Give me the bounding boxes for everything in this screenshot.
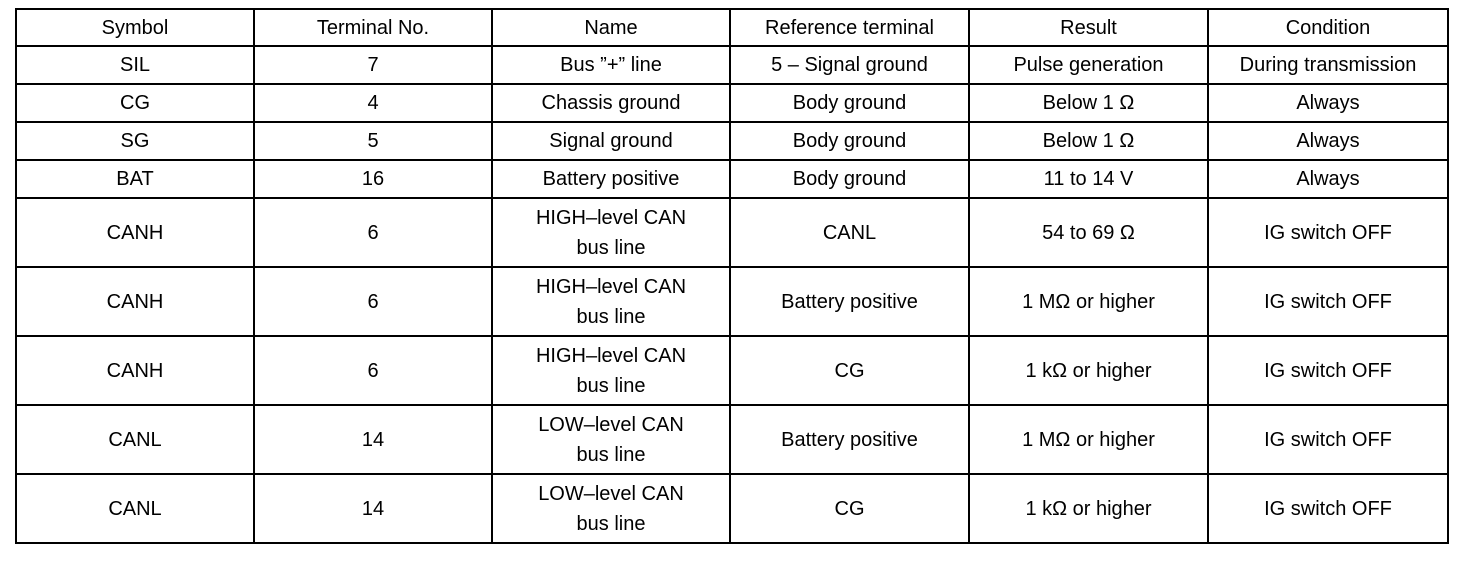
table-row — [16, 46, 1448, 84]
name-line: Bus ”+” line — [560, 54, 662, 76]
cell-reference-terminal: CG — [730, 474, 969, 543]
cell-result: 1 kΩ or higher — [969, 336, 1208, 405]
name-line: Battery positive — [542, 168, 680, 190]
header-reference-terminal: Reference terminal — [730, 9, 969, 46]
cell-condition: IG switch OFF — [1208, 474, 1448, 543]
cell-reference-terminal: Body ground — [730, 84, 969, 122]
cell-result: 1 MΩ or higher — [969, 405, 1208, 474]
cell-result: Below 1 Ω — [969, 84, 1208, 122]
cell-name — [492, 84, 730, 122]
cell-condition: Always — [1208, 160, 1448, 198]
cell-result: Below 1 Ω — [969, 122, 1208, 160]
cell-symbol: CANH — [16, 336, 254, 405]
cell-name — [492, 122, 730, 160]
cell-terminal-no: 5 — [254, 122, 492, 160]
cell-reference-terminal: CG — [730, 336, 969, 405]
header-terminal-no: Terminal No. — [254, 9, 492, 46]
name-line: bus line — [576, 374, 646, 397]
cell-name — [492, 46, 730, 84]
table-row — [16, 198, 1448, 267]
cell-terminal-no: 7 — [254, 46, 492, 84]
cell-name — [492, 198, 730, 267]
cell-symbol: CANL — [16, 405, 254, 474]
table-row — [16, 474, 1448, 543]
cell-condition: During transmission — [1208, 46, 1448, 84]
name-line: bus line — [576, 512, 646, 535]
name-line: HIGH–level CAN — [535, 344, 687, 367]
name-line: Signal ground — [549, 130, 673, 152]
table-row — [16, 405, 1448, 474]
name-line: Chassis ground — [541, 92, 681, 114]
cell-reference-terminal: Battery positive — [730, 405, 969, 474]
cell-name — [492, 267, 730, 336]
cell-symbol: SG — [16, 122, 254, 160]
header-symbol: Symbol — [16, 9, 254, 46]
table-row — [16, 84, 1448, 122]
cell-terminal-no: 4 — [254, 84, 492, 122]
name-line: LOW–level CAN — [538, 482, 684, 505]
table-row — [16, 267, 1448, 336]
cell-result: Pulse generation — [969, 46, 1208, 84]
name-line: HIGH–level CAN — [535, 206, 687, 229]
cell-name — [492, 160, 730, 198]
cell-symbol: CANH — [16, 198, 254, 267]
cell-symbol: BAT — [16, 160, 254, 198]
cell-condition: IG switch OFF — [1208, 198, 1448, 267]
header-row — [16, 9, 1448, 46]
cell-reference-terminal: Battery positive — [730, 267, 969, 336]
cell-name — [492, 405, 730, 474]
cell-terminal-no: 6 — [254, 267, 492, 336]
cell-reference-terminal: CANL — [730, 198, 969, 267]
cell-terminal-no: 6 — [254, 336, 492, 405]
cell-terminal-no: 16 — [254, 160, 492, 198]
cell-symbol: CANH — [16, 267, 254, 336]
terminal-spec-table — [15, 8, 1449, 544]
cell-symbol: CANL — [16, 474, 254, 543]
cell-condition: IG switch OFF — [1208, 405, 1448, 474]
name-line: bus line — [576, 305, 646, 328]
cell-result: 11 to 14 V — [969, 160, 1208, 198]
header-name: Name — [492, 9, 730, 46]
cell-reference-terminal: Body ground — [730, 122, 969, 160]
cell-name — [492, 474, 730, 543]
table-row — [16, 122, 1448, 160]
cell-terminal-no: 6 — [254, 198, 492, 267]
name-line: HIGH–level CAN — [535, 275, 687, 298]
cell-reference-terminal: 5 – Signal ground — [730, 46, 969, 84]
name-line: bus line — [576, 443, 646, 466]
cell-result: 1 kΩ or higher — [969, 474, 1208, 543]
name-line: LOW–level CAN — [538, 413, 684, 436]
table-row — [16, 336, 1448, 405]
cell-result: 1 MΩ or higher — [969, 267, 1208, 336]
cell-terminal-no: 14 — [254, 405, 492, 474]
cell-result: 54 to 69 Ω — [969, 198, 1208, 267]
cell-symbol: SIL — [16, 46, 254, 84]
table-row — [16, 160, 1448, 198]
cell-symbol: CG — [16, 84, 254, 122]
cell-name — [492, 336, 730, 405]
name-line: bus line — [576, 236, 646, 259]
cell-condition: IG switch OFF — [1208, 336, 1448, 405]
cell-terminal-no: 14 — [254, 474, 492, 543]
cell-condition: IG switch OFF — [1208, 267, 1448, 336]
header-result: Result — [969, 9, 1208, 46]
cell-condition: Always — [1208, 84, 1448, 122]
cell-reference-terminal: Body ground — [730, 160, 969, 198]
cell-condition: Always — [1208, 122, 1448, 160]
header-condition: Condition — [1208, 9, 1448, 46]
